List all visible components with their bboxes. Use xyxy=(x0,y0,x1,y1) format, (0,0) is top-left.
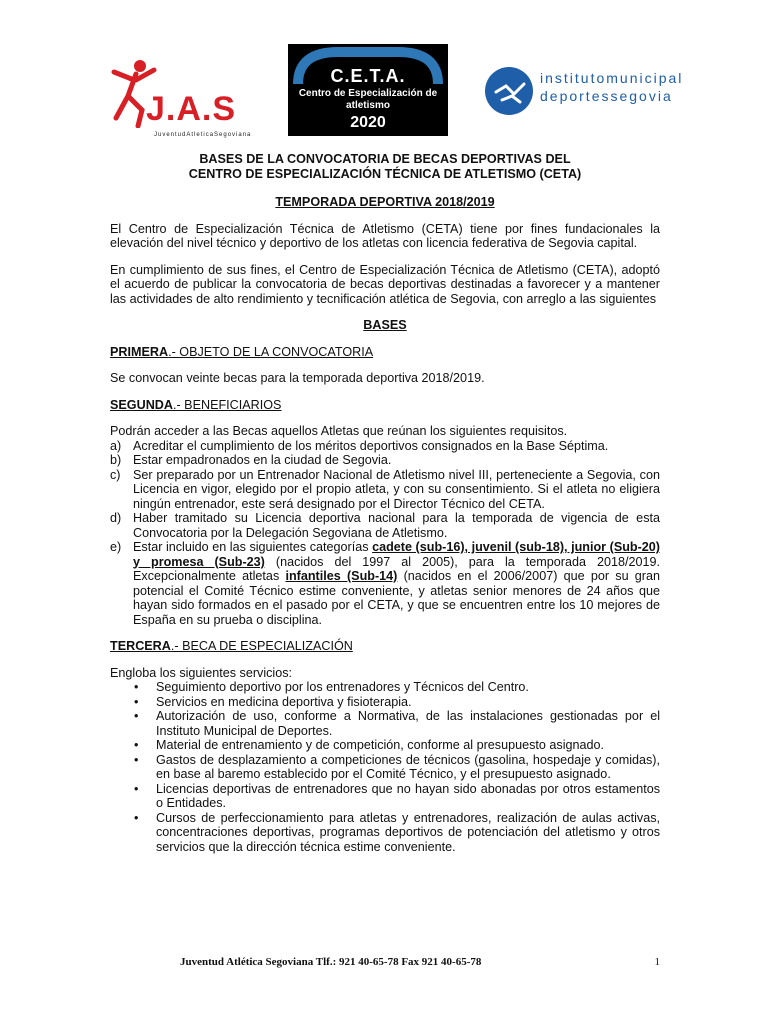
list-item xyxy=(110,453,660,468)
title-line-2: CENTRO DE ESPECIALIZACIÓN TÉCNICA DE ATLETISMO (CETA) xyxy=(188,166,582,181)
page-footer xyxy=(180,956,660,968)
list-item xyxy=(110,738,660,753)
primera-label: PRIMERA xyxy=(110,344,169,359)
title-line-1: BASES DE LA CONVOCATORIA DE BECAS DEPORTIVAS DEL xyxy=(199,152,571,166)
req-e-text-1: Estar incluido en las siguientes categorías xyxy=(133,540,373,554)
list-item xyxy=(110,511,660,540)
tercera-label: TERCERA xyxy=(110,639,171,653)
list-item-text: Autorización de uso, conforme a Normativa, de las instalaciones gestionadas por el Instituto Municipal de Deportes. xyxy=(156,709,660,738)
ceta-logo-year: 2020 xyxy=(350,114,386,131)
logo-header xyxy=(100,42,700,142)
list-item xyxy=(110,468,660,512)
ceta-logo-title: C.E.T.A. xyxy=(330,66,406,86)
list-item-text: Licencias deportivas de entrenadores que no hayan sido abonadas por otros estamentos o Entidades. xyxy=(156,781,660,810)
bullet-icon: • xyxy=(134,709,139,723)
jas-logo xyxy=(106,58,266,138)
req-e-categories: cadete (sub-16), juvenil (sub-18), junior (Sub-20) y promesa (Sub-23) xyxy=(133,540,660,569)
tercera-text: Engloba los siguientes servicios: xyxy=(110,665,293,680)
bullet-icon: • xyxy=(134,694,139,709)
footer-contact: Juventud Atlética Segoviana Tlf.: 921 40-65-78 Fax 921 40-65-78 xyxy=(180,956,482,968)
list-marker: b) xyxy=(110,453,122,467)
list-item xyxy=(110,695,660,710)
list-item-text: Seguimiento deportivo por los entrenadores y Técnicos del Centro. xyxy=(156,680,529,694)
tercera-title: .- BECA DE ESPECIALIZACIÓN xyxy=(170,639,353,653)
segunda-title: .- BENEFICIARIOS xyxy=(172,397,282,412)
document-title xyxy=(110,152,660,181)
list-item-text: Estar empadronados en la ciudad de Segovia. xyxy=(133,453,392,467)
list-item-text: Haber tramitado su Licencia deportiva nacional para la temporada de vigencia de esta Convocatoria por la Delegación Segoviana de Atletismo. xyxy=(133,511,660,540)
primera-text: Se convocan veinte becas para la temporada deportiva 2018/2019. xyxy=(110,371,485,385)
list-item-text: Acreditar el cumplimiento de los méritos deportivos consignados en la Base Séptima. xyxy=(133,438,609,453)
instituto-municipal-logo xyxy=(484,66,694,116)
ceta-logo xyxy=(288,44,448,136)
list-item xyxy=(110,540,660,627)
jas-logo-subtitle: JuventudAtleticaSegoviana xyxy=(154,132,252,138)
list-item-text: Ser preparado por un Entrenador Nacional de Atletismo nivel III, perteneciente a Segovia, con Licencia en vigor, elegido por el propio atleta, y con su consentimiento. Si el atleta no eligiera ningún entrenador, este será designado por el Director Técnico del CETA. xyxy=(133,467,660,511)
list-marker: e) xyxy=(110,540,122,554)
list-item xyxy=(110,811,660,855)
list-item xyxy=(110,753,660,782)
list-item xyxy=(110,680,660,695)
list-item xyxy=(110,782,660,811)
page-number: 1 xyxy=(654,956,660,968)
primera-title: .- OBJETO DE LA CONVOCATORIA xyxy=(168,344,374,359)
bullet-icon: • xyxy=(134,781,139,796)
segunda-label: SEGUNDA xyxy=(110,397,173,412)
servicios-list xyxy=(110,680,660,854)
instituto-logo-line1: institutomunicipal xyxy=(540,70,684,86)
jas-logo-text: J.A.S xyxy=(146,90,237,128)
list-item-text: Gastos de desplazamiento a competiciones de técnicos (gasolina, hospedaje y comidas), en base al baremo establecido por el Comité Técnico, y el presupuesto asignado. xyxy=(156,752,660,781)
req-e-text-3: (nacidos en el 2006/2007) que por su gran potencial el Comité Técnico estime conveniente, y atletas senior menores de 24 años que hayan sido formados en el pasado por el CETA, y que se encuentren entre los 10 mejores de España en su prueba o disciplina. xyxy=(133,569,661,627)
req-e-infantiles: infantiles (Sub-14) xyxy=(285,569,398,583)
bullet-icon: • xyxy=(134,738,139,752)
list-item-text: Material de entrenamiento y de competición, conforme al presupuesto asignado. xyxy=(156,738,605,752)
segunda-text: Podrán acceder a las Becas aquellos Atletas que reúnan los siguientes requisitos. xyxy=(110,424,568,438)
primera-heading xyxy=(110,345,660,360)
season-heading: TEMPORADA DEPORTIVA 2018/2019 xyxy=(275,195,495,209)
intro-paragraph-2: En cumplimiento de sus fines, el Centro de Especialización Técnica de Atletismo (CETA), adoptó el acuerdo de publicar la convocatoria de becas deportivas destinadas a favorecer y a mantener las actividades de alto rendimiento y tecnificación atlética de Segovia, con arreglo a las siguientes xyxy=(110,262,660,306)
bullet-icon: • xyxy=(134,810,139,825)
req-e-text-2: (nacidos del 1997 al 2005), para la temporada 2018/2019. Excepcionalmente atletas xyxy=(133,554,661,583)
requisitos-list xyxy=(110,439,660,628)
list-marker: c) xyxy=(110,467,121,482)
ceta-logo-subtitle: Centro de Especialización de atletismo xyxy=(298,88,438,111)
list-item-text: Servicios en medicina deportiva y fisioterapia. xyxy=(156,694,412,709)
list-item xyxy=(110,439,660,454)
bases-heading: BASES xyxy=(363,318,407,332)
bullet-icon: • xyxy=(134,752,139,767)
instituto-emblem-icon xyxy=(484,66,534,116)
list-item-text: Cursos de perfeccionamiento para atletas y entrenadores, realización de aulas activas, concentraciones deportivas, programas deportivos de potenciación del atletismo y otros servicios que la dirección técnica estime conveniente. xyxy=(156,810,660,854)
intro-paragraph-1: El Centro de Especialización Técnica de Atletismo (CETA) tiene por fines fundacionales la elevación del nivel técnico y deportivo de los atletas con licencia federativa de Segovia capital. xyxy=(110,221,660,250)
bullet-icon: • xyxy=(134,680,139,694)
list-marker: a) xyxy=(110,438,122,453)
tercera-heading xyxy=(110,639,660,654)
list-marker: d) xyxy=(110,511,122,525)
instituto-logo-line2: deportessegovia xyxy=(540,88,673,104)
list-item xyxy=(110,709,660,738)
document-body xyxy=(110,150,660,854)
segunda-heading xyxy=(110,398,660,413)
